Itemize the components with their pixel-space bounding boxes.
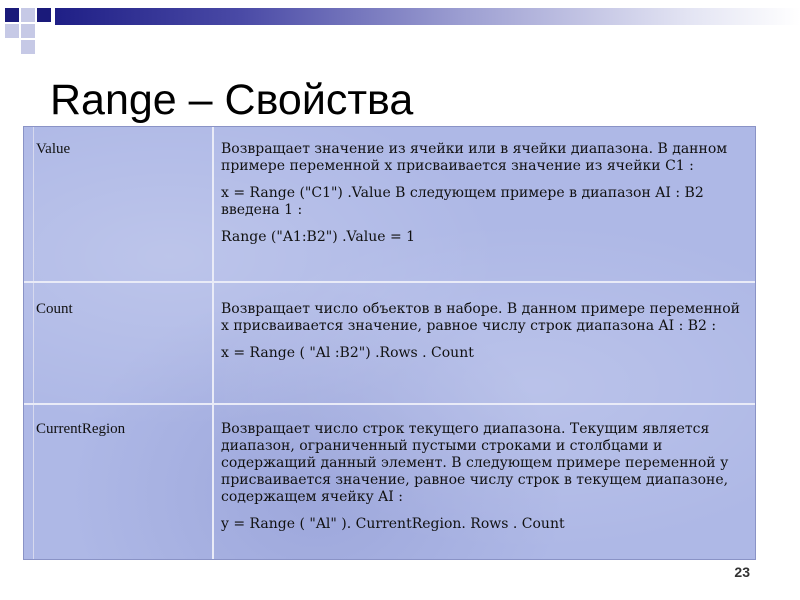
code-example: y = Range ( "Al" ). CurrentRegion. Rows . Count [221,516,565,532]
decor-square [21,40,35,54]
property-description [221,141,751,256]
code-example: Range ("A1:B2") .Value = 1 [221,229,416,245]
decor-square [5,24,19,38]
decor-square [21,8,35,22]
description-paragraph: Возвращает значение из ячейки или в ячейки диапазона. В данном примере переменной х присваивается значение из ячейки С1 : [221,141,728,174]
header-gradient-bar [55,8,800,25]
code-example: x = Range ( "Al :B2") .Rows . Count [221,345,474,361]
property-description [221,421,751,543]
table-row [24,287,755,405]
description-paragraph: Возвращает число строк текущего диапазона. Текущим является диапазон, ограниченный пустыми строками и столбцами и содержащий данный элемент. В следующем примере переменной у присваивается значение, равное числу строк в текущем диапазоне, содержащем ячейку AI : [221,421,729,505]
code-example: x = Range ("C1") .Value В следующем примере в диапазон AI : B2 введена 1 : [221,185,704,218]
property-description [221,301,751,372]
table-row [24,127,755,283]
decor-square [37,8,51,22]
description-paragraph: Возвращает число объектов в наборе. В данном примере переменной х присваивается значение, равное числу строк диапазона AI : B2 : [221,301,740,334]
page-number: 23 [734,564,750,580]
decor-square [5,8,19,22]
slide-title: Range – Свойства [50,76,414,124]
decor-square [21,24,35,38]
property-name: Value [36,141,71,157]
properties-table [23,126,756,560]
property-name: CurrentRegion [36,421,126,437]
property-name: Count [36,301,73,317]
table-row [24,407,755,561]
